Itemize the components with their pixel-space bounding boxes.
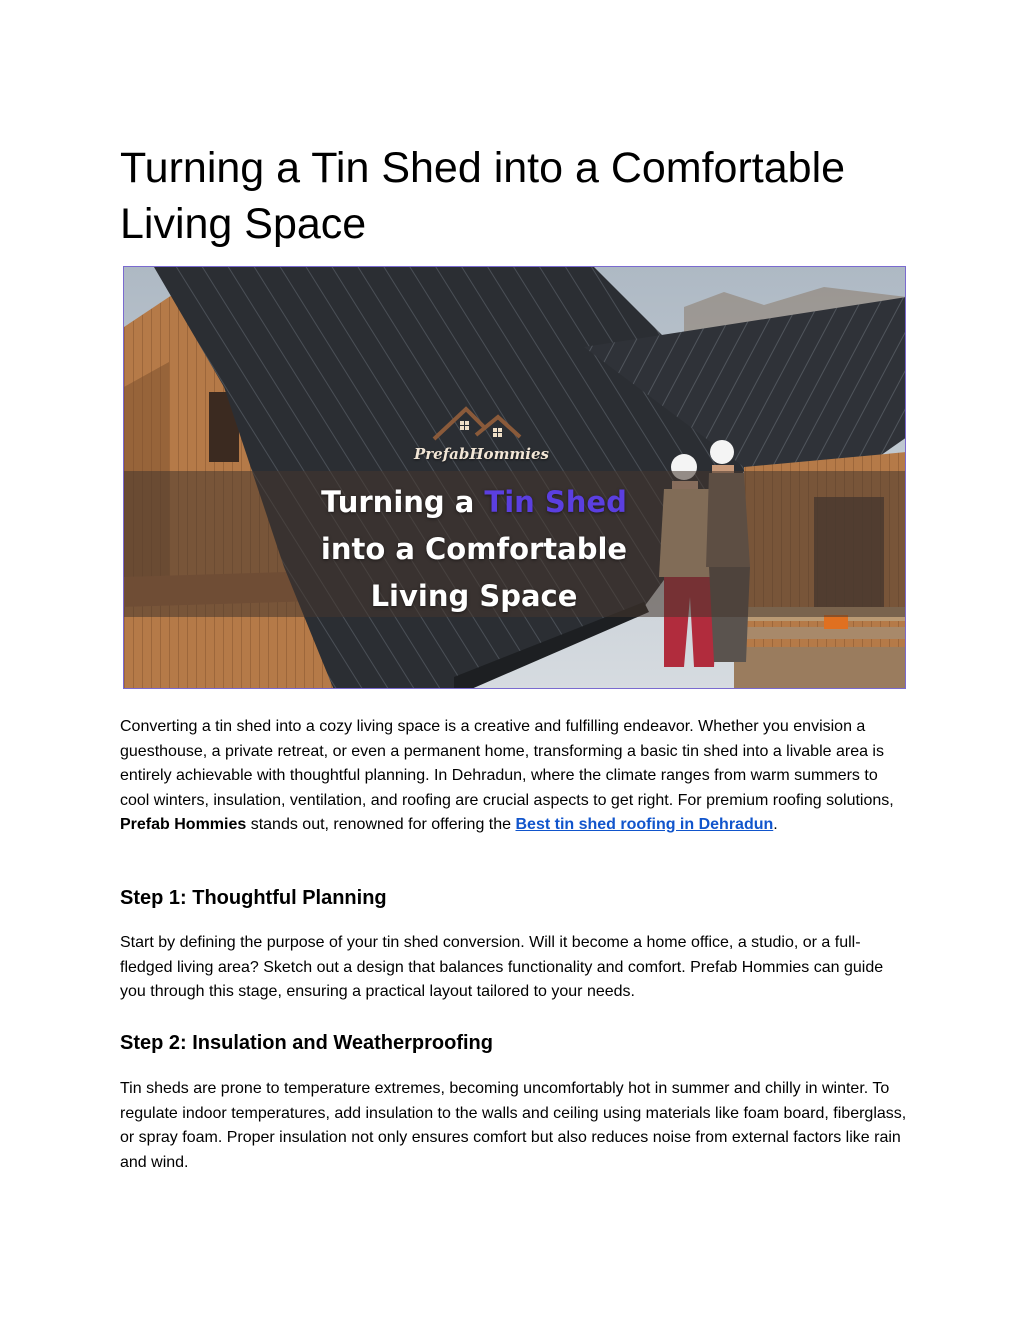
hero-banner-text [274,479,674,620]
brand-name: Prefab Hommies [120,816,247,833]
step-1-body: Start by defining the purpose of your tin shed conversion. Will it become a home office, a studio, or a full-fledged living area? Sketch out a design that balances functionality and comfort. Prefab Hommies can guide you through this stage, ensuring a practical layout tailored to your needs. [120,934,884,1000]
banner-line-3: Living Space [370,579,578,613]
roofing-link[interactable]: Best tin shed roofing in Dehradun [515,816,774,833]
banner-highlight: Tin Shed [484,485,627,519]
intro-text-2: stands out, renowned for offering the [246,816,516,833]
logo-wordmark: PrefabHommies [414,445,549,463]
prefab-hommies-logo [414,397,549,477]
banner-line-1-prefix: Turning a [321,485,485,519]
step-2-heading: Step 2: Insulation and Weatherproofing [120,1032,493,1054]
hero-image [123,266,906,689]
step-1-heading: Step 1: Thoughtful Planning [120,887,387,909]
intro-text-3: . [773,816,778,833]
intro-paragraph [120,715,910,838]
banner-line-1 [274,479,674,526]
step-2-body: Tin sheds are prone to temperature extremes, becoming uncomfortably hot in summer and chilly in winter. To regulate indoor temperatures, add insulation to the walls and ceiling using materials like foam board, fiberglass, or spray foam. Proper insulation not only ensures comfort but also reduces noise from external factors like rain and wind. [120,1080,907,1171]
page-title: Turning a Tin Shed into a Comfortable Living Space [120,144,846,248]
intro-text-1: Converting a tin shed into a cozy living space is a creative and fulfilling endeavor. Whether you envision a guesthouse, a private retreat, or even a permanent home, transforming a basic tin shed into a livable area is entirely achievable with thoughtful planning. In Dehradun, where the climate ranges from warm summers to cool winters, insulation, ventilation, and roofing are crucial aspects to get right. For premium roofing solutions, [120,718,894,809]
banner-line-2: into a Comfortable [320,532,628,566]
